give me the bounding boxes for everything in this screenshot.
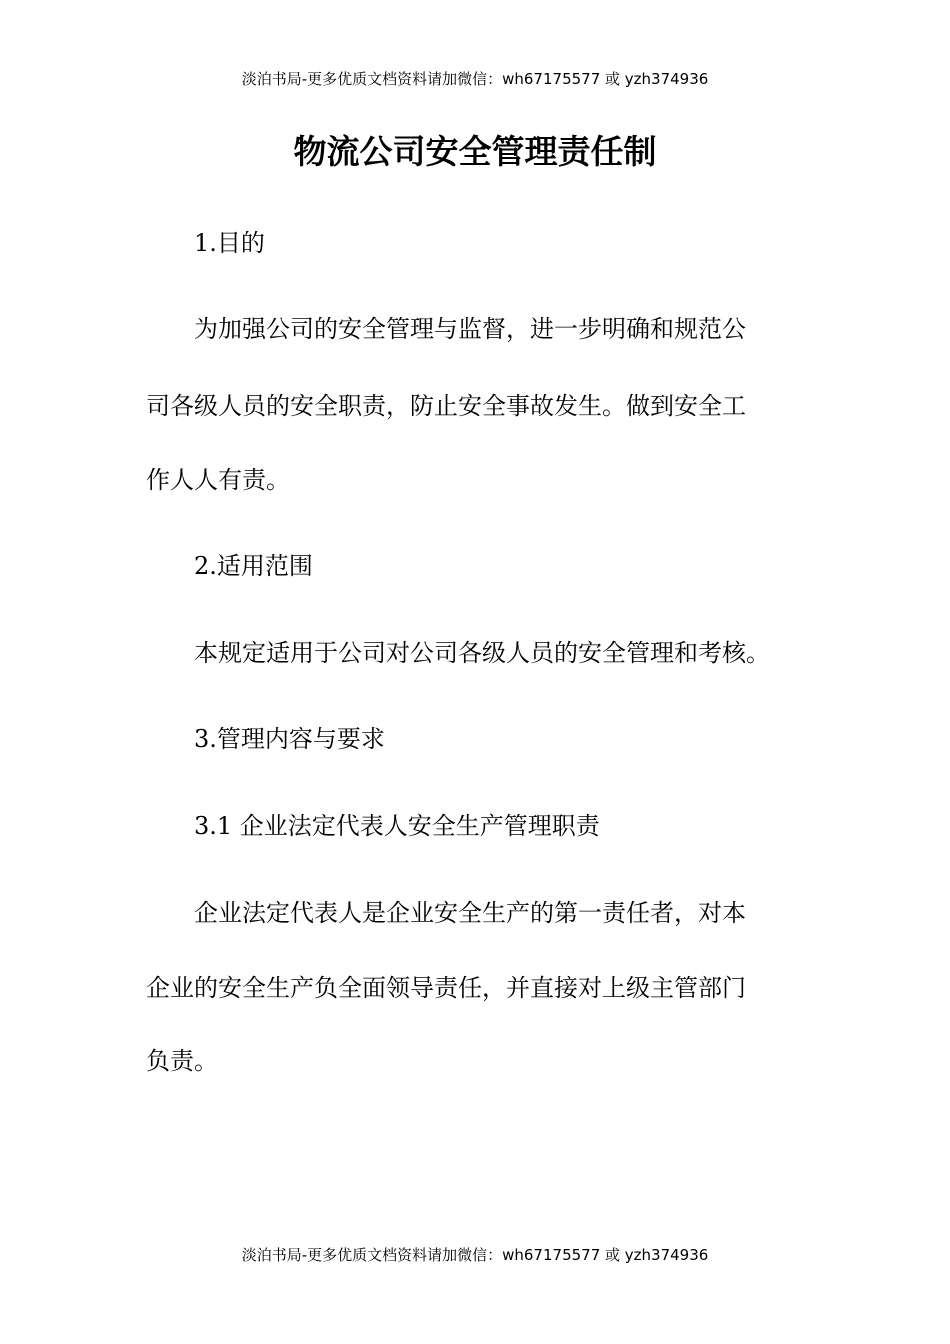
footer-watermark-note: 淡泊书局-更多优质文档资料请加微信：wh67175577 或 yzh374936 — [241, 1246, 709, 1264]
section-heading-scope: 2.适用范围 — [194, 552, 313, 580]
paragraph-line: 为加强公司的安全管理与监督，进一步明确和规范公 — [194, 315, 746, 343]
paragraph-line: 企业的安全生产负全面领导责任，并直接对上级主管部门 — [146, 974, 746, 1002]
section-heading-purpose: 1.目的 — [194, 229, 265, 257]
paragraph-line: 作人人有责。 — [146, 466, 290, 494]
paragraph-line: 司各级人员的安全职责，防止安全事故发生。做到安全工 — [146, 392, 746, 420]
header-watermark-note: 淡泊书局-更多优质文档资料请加微信：wh67175577 或 yzh374936 — [241, 70, 709, 88]
paragraph-line: 本规定适用于公司对公司各级人员的安全管理和考核。 — [194, 639, 770, 667]
section-heading-management: 3.管理内容与要求 — [194, 725, 385, 753]
subsection-heading-legal-rep: 3.1 企业法定代表人安全生产管理职责 — [194, 812, 600, 840]
document-title: 物流公司安全管理责任制 — [293, 132, 657, 171]
paragraph-line: 负责。 — [146, 1047, 218, 1075]
paragraph-line: 企业法定代表人是企业安全生产的第一责任者，对本 — [194, 899, 746, 927]
